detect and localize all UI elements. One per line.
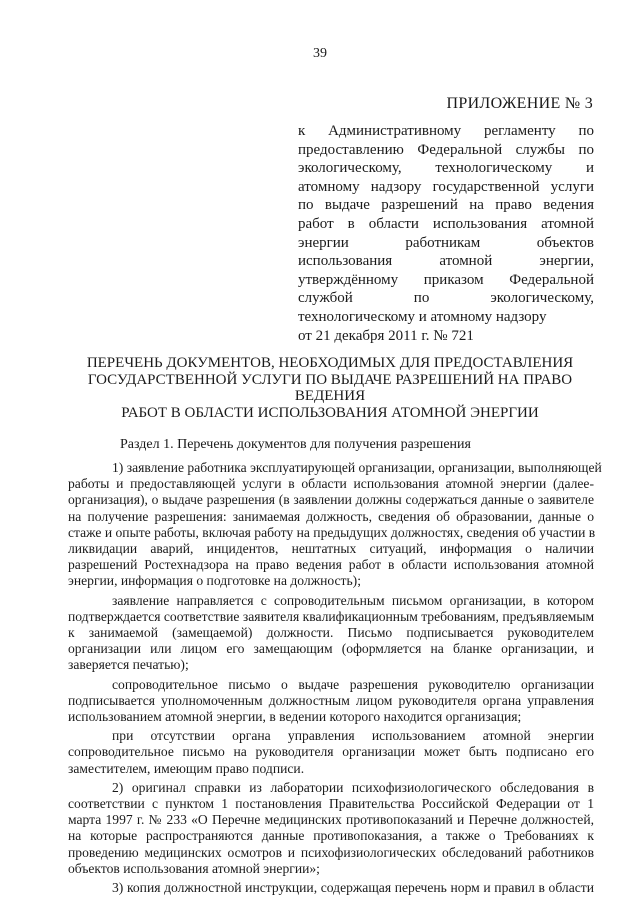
appendix-reference-line: службой по экологическому, — [298, 290, 594, 307]
paragraph-cover-letter — [68, 677, 594, 726]
appendix-reference-line: технологическому и атомному надзору — [298, 308, 547, 325]
paragraph-line: 1) заявление работника эксплуатирующей организации, организации, выполняющей — [112, 460, 602, 475]
paragraph-line: энергии, информация о подготовке на должность); — [68, 573, 361, 589]
paragraph-line: марта 1997 г. № 233 «О Перечне медицинских противопоказаний и Перечне должностей, — [68, 812, 594, 828]
appendix-reference-line: к Административному регламенту по — [298, 123, 594, 139]
document-body — [68, 460, 602, 899]
appendix-reference-line: работ в области использования атомной — [298, 215, 594, 232]
paragraph-item-2 — [68, 780, 594, 877]
appendix-title: ПРИЛОЖЕНИЕ № 3 — [446, 95, 593, 112]
paragraph-line: организации или лицом его замещающим (оформляется на бланке организации, и — [68, 641, 594, 657]
page-number: 39 — [313, 46, 327, 61]
paragraph-line: подтверждается соответствие заявителя квалификационным требованиям, предъявляемым — [68, 608, 595, 624]
paragraph-line: объектов использования атомной энергии»; — [68, 860, 320, 876]
section-heading: Раздел 1. Перечень документов для получения разрешения — [120, 437, 471, 452]
appendix-reference-line: утверждённому приказом Федеральной — [298, 271, 594, 288]
paragraph-line: соответствии с пунктом 1 постановления Правительства Российской Федерации от 1 — [68, 796, 594, 812]
appendix-reference-line: экологическому, технологическому и — [298, 160, 594, 177]
document-title-line: ПЕРЕЧЕНЬ ДОКУМЕНТОВ, НЕОБХОДИМЫХ ДЛЯ ПРЕДОСТАВЛЕНИЯ — [86, 355, 574, 371]
document-title-line: РАБОТ В ОБЛАСТИ ИСПОЛЬЗОВАНИЯ АТОМНОЙ ЭНЕРГИИ — [121, 404, 539, 421]
paragraph-line: 2) оригинал справки из лаборатории психофизиологического обследования в — [112, 779, 594, 795]
paragraph-line: при отсутствии органа управления использованием атомной энергии — [112, 728, 594, 744]
appendix-reference-line: энергии работникам объектов — [298, 234, 594, 251]
paragraph-line: подписывается уполномоченным должностным лицом руководителя органа управления — [68, 692, 594, 708]
paragraph-application-letter — [68, 593, 594, 674]
paragraph-line: на которые распространяются данные противопоказания, а также о Требованиях к — [68, 828, 594, 844]
paragraph-item-1 — [68, 460, 602, 590]
paragraph-line: организация), о выдаче разрешения (в заявлении должны содержаться данные о заявителе — [68, 492, 594, 508]
paragraph-line: к занимаемой (замещаемой) должности. Письмо подписывается руководителем — [68, 625, 594, 641]
paragraph-line: 3) копия должностной инструкции, содержащая перечень норм и правил в области — [112, 880, 594, 896]
appendix-reference-line: использования атомной энергии, — [298, 253, 594, 270]
paragraph-line: ликвидации аварий, инцидентов, нештатных ситуаций, информация о наличии — [68, 541, 594, 557]
appendix-reference — [298, 122, 594, 345]
paragraph-line: работы и предоставляющей услуги в области использования атомной энергии (далее- — [68, 476, 594, 492]
paragraph-item-3 — [68, 880, 594, 896]
paragraph-line: проведению медицинских осмотров и психофизиологических обследований работников — [68, 844, 594, 860]
appendix-reference-line: атомному надзору государственной услуги — [298, 178, 594, 195]
document-title — [60, 355, 600, 421]
paragraph-line: использованием атомной энергии, в ведении которого находится организация; — [68, 709, 522, 725]
document-title-line: ГОСУДАРСТВЕННОЙ УСЛУГИ ПО ВЫДАЧЕ РАЗРЕШЕНИЙ НА ПРАВО ВЕДЕНИЯ — [87, 371, 573, 404]
paragraph-line: заявление направляется с сопроводительным письмом организации, в котором — [112, 592, 594, 608]
paragraph-line: на получение разрешения: занимаемая должность, сведения об образовании, данные о — [68, 508, 594, 524]
paragraph-line: сопроводительное письмо о выдаче разрешения руководителю организации — [112, 676, 594, 692]
appendix-reference-line: от 21 декабря 2011 г. № 721 — [298, 327, 474, 344]
appendix-reference-line: предоставлению Федеральной службы по — [298, 141, 594, 158]
paragraph-no-authority — [68, 728, 594, 777]
paragraph-line: стаже и опыте работы, включая работу на предыдущих должностях, сведения об участии в — [68, 524, 596, 540]
paragraph-line: сопроводительное письмо на руководителя организации может быть подписано его — [68, 744, 594, 760]
paragraph-line: разрешений Ростехнадзора на право ведения работ в области использования атомной — [68, 557, 594, 573]
paragraph-line: заместителем, имеющим право подписи. — [68, 760, 305, 776]
paragraph-line: заверяется печатью); — [68, 657, 189, 673]
appendix-reference-line: по выдаче разрешений на право ведения — [298, 197, 594, 214]
